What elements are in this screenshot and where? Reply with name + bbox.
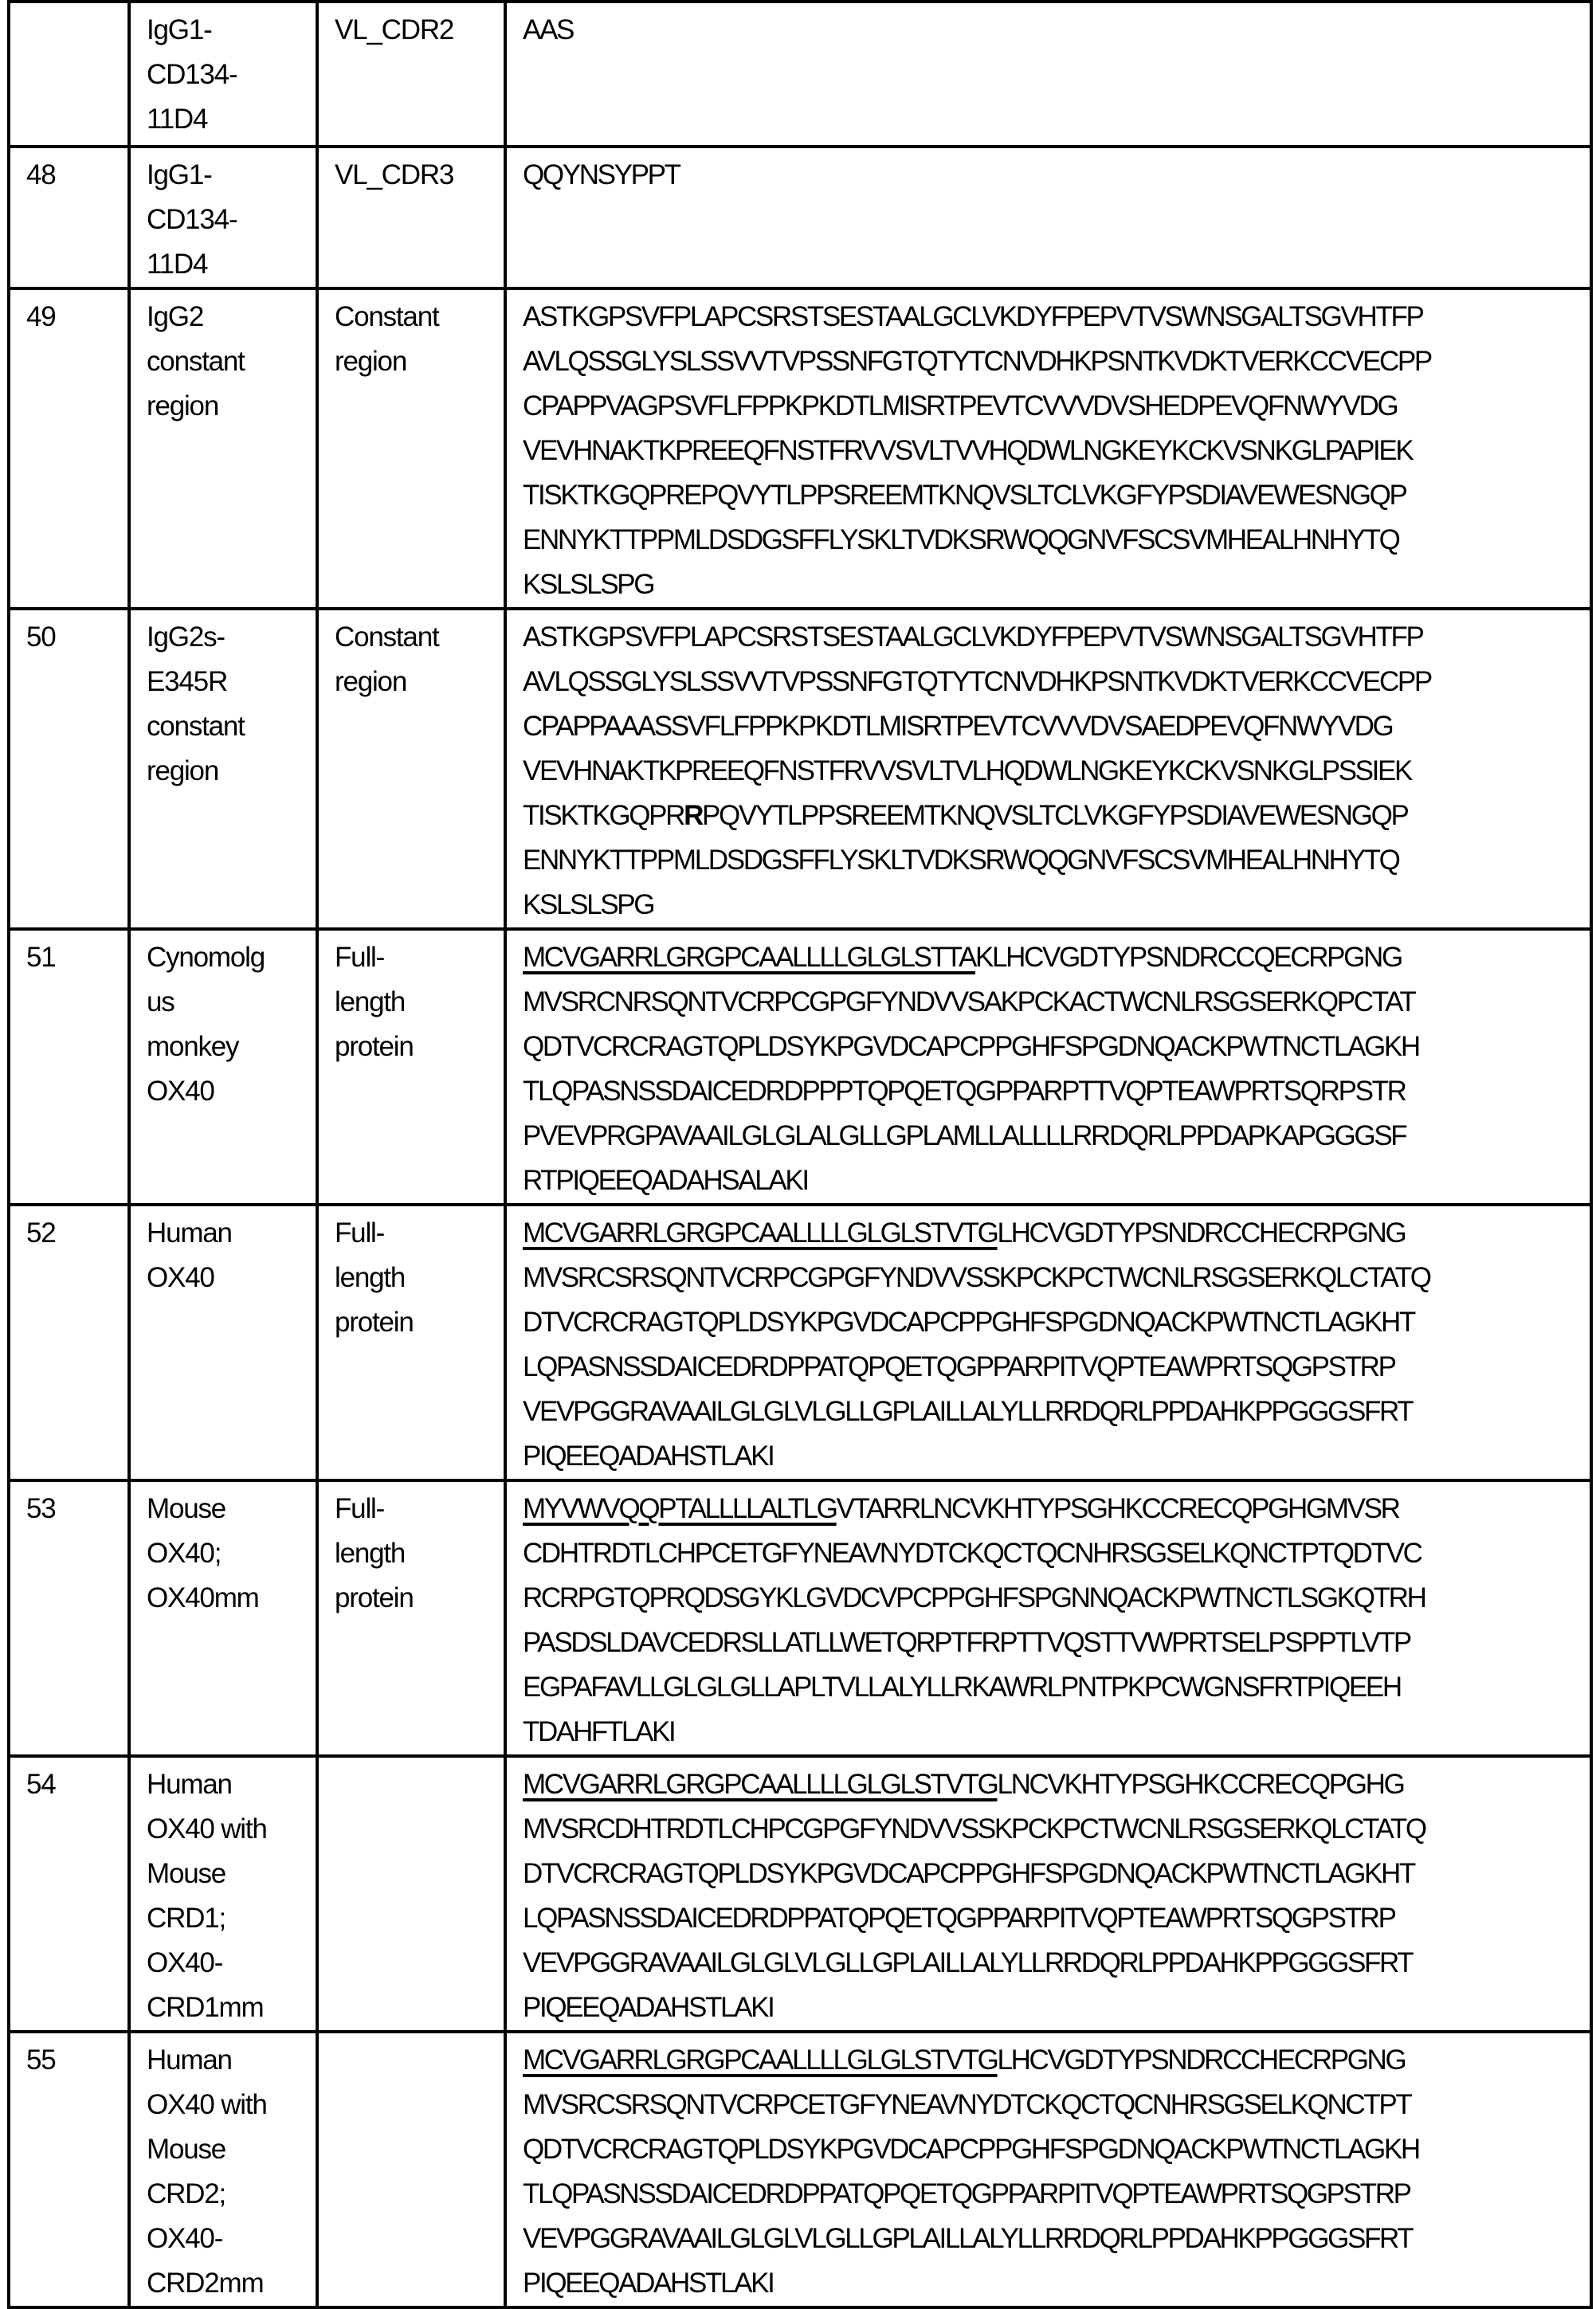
sequence-line (523, 2127, 1590, 2172)
description-line: CRD2; (147, 2172, 316, 2217)
sequence-segment: TLQPASNSSDAICEDRDPPATQPQETQGPPARPITVQPTEAWPRTSQGPSTRP (523, 2178, 1410, 2209)
sequence-segment: KLHCVGDTYPSNDRCCQECRPGNG (975, 942, 1402, 973)
sequence-segment: PQVYTLPPSREEMTKNQVSLTCLVKGFYPSDIAVEWESNGQP (702, 800, 1407, 831)
region-type-line: Full- (335, 1211, 504, 1256)
seq-id-cell (9, 2, 129, 147)
region-type-line: Constant (335, 615, 504, 660)
sequence-cell (505, 147, 1591, 288)
description-line: OX40 with (147, 2083, 316, 2127)
seq-id: 54 (26, 1762, 127, 1807)
sequence-table (7, 0, 1593, 2309)
sequence-segment: QQYNSYPPT (523, 159, 680, 190)
sequence-segment: VEVHNAKTKPREEQFNSTFRVVSVLTVLHQDWLNGKEYKCKVSNKGLPSSIEK (523, 755, 1411, 786)
description-line: OX40- (147, 2217, 316, 2261)
sequence-line (523, 1390, 1590, 1434)
region-type-line: Full- (335, 935, 504, 980)
sequence-segment: MVSRCSRSQNTVCRPCETGFYNEAVNYDTCKQCTQCNHRSGSELKQNCTPT (523, 2089, 1410, 2120)
description-line: IgG1- (147, 153, 316, 198)
description-line: CD134- (147, 198, 316, 242)
sequence-line (523, 153, 1590, 198)
region-type-cell (317, 147, 505, 288)
sequence-segment: VTARRLNCVKHTYPSGHKCCRECQPGHGMVSR (837, 1493, 1399, 1524)
sequence-segment: VEVPGGRAVAAILGLGLVLGLLGPLAILLALYLLRRDQRLPPDAHKPPGGGSFRT (523, 2223, 1412, 2254)
sequence-segment: AVLQSSGLYSLSSVVTVPSSNFGTQTYTCNVDHKPSNTKVDKTVERKCCVECPP (523, 346, 1431, 377)
seq-id-cell (9, 147, 129, 288)
description-line: CRD2mm (147, 2261, 316, 2306)
sequence-cell (505, 2032, 1591, 2307)
sequence-segment: VEVPGGRAVAAILGLGLVLGLLGPLAILLALYLLRRDQRLPPDAHKPPGGGSFRT (523, 1396, 1412, 1427)
description-line: Mouse (147, 1487, 316, 1531)
sequence-cell (505, 1756, 1591, 2032)
sequence-line (523, 1025, 1590, 1069)
description-line: Mouse (147, 1852, 316, 1896)
description-cell (129, 288, 317, 609)
sequence-segment: VEVHNAKTKPREEQFNSTFRVVSVLTVVHQDWLNGKEYKCKVSNKGLPAPIEK (523, 435, 1412, 466)
sequence-line (523, 1345, 1590, 1390)
signal-peptide-underlined: MYVWVQQPTALLLLALTLG (523, 1493, 837, 1524)
description-line: OX40; (147, 1531, 316, 1576)
signal-peptide-underlined: MCVGARRLGRGPCAALLLLGLGLSTVTG (523, 2044, 998, 2076)
seq-id: 52 (26, 1211, 127, 1256)
sequence-segment: ASTKGPSVFPLAPCSRSTSESTAALGCLVKDYFPEPVTVSWNSGALTSGVHTFP (523, 301, 1423, 332)
sequence-line (523, 794, 1590, 838)
description-line: OX40 with (147, 1807, 316, 1852)
sequence-line (523, 563, 1590, 607)
sequence-line (523, 1986, 1590, 2030)
mutation-bold: R (684, 800, 702, 831)
region-type-line: VL_CDR2 (335, 8, 504, 53)
seq-id: 51 (26, 935, 127, 980)
table-row (9, 2032, 1591, 2307)
description-cell (129, 1205, 317, 1480)
description-line: 11D4 (147, 242, 316, 287)
sequence-segment: PIQEEQADAHSTLAKI (523, 1441, 773, 1472)
sequence-segment: DTVCRCRAGTQPLDSYKPGVDCAPCPPGHFSPGDNQACKPWTNCTLAGKHT (523, 1307, 1414, 1338)
sequence-segment: TISKTKGQPREPQVYTLPPSREEMTKNQVSLTCLVKGFYPSDIAVEWESNGQP (523, 480, 1406, 511)
sequence-line (523, 660, 1590, 704)
sequence-line (523, 935, 1590, 980)
sequence-line (523, 8, 1590, 53)
region-type-line: VL_CDR3 (335, 153, 504, 198)
seq-id: 55 (26, 2038, 127, 2083)
description-cell (129, 609, 317, 929)
description-line: constant (147, 704, 316, 749)
region-type-cell (317, 1205, 505, 1480)
sequence-segment: CPAPPVAGPSVFLFPPKPKDTLMISRTPEVTCVVVDVSHEDPEVQFNWYVDG (523, 390, 1397, 421)
sequence-segment: DTVCRCRAGTQPLDSYKPGVDCAPCPPGHFSPGDNQACKPWTNCTLAGKHT (523, 1858, 1414, 1889)
sequence-segment: ASTKGPSVFPLAPCSRSTSESTAALGCLVKDYFPEPVTVSWNSGALTSGVHTFP (523, 621, 1423, 653)
description-cell (129, 147, 317, 288)
sequence-line (523, 2261, 1590, 2306)
description-line: Cynomolg (147, 935, 316, 980)
description-line: constant (147, 339, 316, 384)
table-row (9, 288, 1591, 609)
sequence-cell (505, 2, 1591, 147)
seq-id-cell (9, 288, 129, 609)
description-line: OX40 (147, 1256, 316, 1300)
sequence-line (523, 1941, 1590, 1986)
table-row (9, 1480, 1591, 1756)
sequence-cell (505, 288, 1591, 609)
region-type-cell (317, 2, 505, 147)
table-row (9, 2, 1591, 147)
sequence-segment: LHCVGDTYPSNDRCCHECRPGNG (998, 1217, 1406, 1249)
description-cell (129, 2032, 317, 2307)
table-row (9, 147, 1591, 288)
description-cell (129, 1756, 317, 2032)
seq-id: 48 (26, 153, 127, 198)
sequence-line (523, 1114, 1590, 1158)
sequence-cell (505, 609, 1591, 929)
sequence-line (523, 1487, 1590, 1531)
region-type-cell (317, 288, 505, 609)
sequence-segment: LHCVGDTYPSNDRCCHECRPGNG (998, 2044, 1406, 2076)
signal-peptide-underlined: MCVGARRLGRGPCAALLLLGLGLSTVTG (523, 1769, 998, 1800)
description-line: region (147, 749, 316, 794)
sequence-line (523, 1531, 1590, 1576)
sequence-segment: TLQPASNSSDAICEDRDPPPTQPQETQGPPARPTTVQPTEAWPRTSQRPSTR (523, 1076, 1406, 1107)
sequence-line (523, 473, 1590, 518)
description-line: IgG1- (147, 8, 316, 53)
sequence-cell (505, 929, 1591, 1205)
sequence-line (523, 2172, 1590, 2217)
description-line: CRD1; (147, 1896, 316, 1941)
sequence-line (523, 1762, 1590, 1807)
sequence-line (523, 1576, 1590, 1621)
region-type-line: region (335, 339, 504, 384)
sequence-segment: TISKTKGQPR (523, 800, 684, 831)
sequence-segment: AAS (523, 14, 573, 45)
description-line: Human (147, 1762, 316, 1807)
sequence-line (523, 518, 1590, 563)
sequence-line (523, 980, 1590, 1025)
sequence-line (523, 615, 1590, 660)
description-line: Human (147, 2038, 316, 2083)
region-type-line: protein (335, 1576, 504, 1621)
sequence-line (523, 1852, 1590, 1896)
sequence-line (523, 295, 1590, 339)
region-type-cell (317, 2032, 505, 2307)
sequence-line (523, 838, 1590, 883)
seq-id: 53 (26, 1487, 127, 1531)
sequence-segment: LQPASNSSDAICEDRDPPATQPQETQGPPARPITVQPTEAWPRTSQGPSTRP (523, 1351, 1395, 1382)
table-row (9, 609, 1591, 929)
seq-id-cell (9, 1205, 129, 1480)
sequence-segment: ENNYKTTPPMLDSDGSFFLYSKLTVDKSRWQQGNVFSCSVMHEALHNHYTQ (523, 845, 1399, 876)
description-line: E345R (147, 660, 316, 704)
sequence-segment: MVSRCSRSQNTVCRPCGPGFYNDVVSSKPCKPCTWCNLRSGSERKQLCTATQ (523, 1262, 1430, 1293)
sequence-cell (505, 1480, 1591, 1756)
sequence-line (523, 339, 1590, 384)
description-cell (129, 1480, 317, 1756)
sequence-segment: TDAHFTLAKI (523, 1716, 674, 1747)
description-line: OX40- (147, 1941, 316, 1986)
table-row (9, 1756, 1591, 2032)
region-type-cell (317, 1480, 505, 1756)
sequence-line (523, 1621, 1590, 1665)
sequence-line (523, 1665, 1590, 1710)
description-line: CD134- (147, 53, 316, 97)
table-row (9, 929, 1591, 1205)
region-type-line: protein (335, 1025, 504, 1069)
sequence-line (523, 384, 1590, 429)
seq-id: 49 (26, 295, 127, 339)
sequence-line (523, 2217, 1590, 2261)
sequence-line (523, 1896, 1590, 1941)
sequence-table-body (9, 2, 1591, 2307)
sequence-line (523, 1300, 1590, 1345)
sequence-cell (505, 1205, 1591, 1480)
sequence-line (523, 1211, 1590, 1256)
sequence-line (523, 1807, 1590, 1852)
seq-id: 50 (26, 615, 127, 660)
sequence-segment: QDTVCRCRAGTQPLDSYKPGVDCAPCPPGHFSPGDNQACKPWTNCTLAGKH (523, 2134, 1419, 2165)
sequence-line (523, 429, 1590, 473)
signal-peptide-underlined: MCVGARRLGRGPCAALLLLGLGLSTTA (523, 942, 975, 973)
region-type-line: region (335, 660, 504, 704)
description-cell (129, 929, 317, 1205)
description-line: OX40 (147, 1069, 316, 1114)
sequence-segment: PIQEEQADAHSTLAKI (523, 1992, 773, 2023)
seq-id-cell (9, 1756, 129, 2032)
sequence-line (523, 749, 1590, 794)
region-type-cell (317, 609, 505, 929)
region-type-cell (317, 929, 505, 1205)
seq-id-cell (9, 929, 129, 1205)
sequence-line (523, 2083, 1590, 2127)
description-line: monkey (147, 1025, 316, 1069)
region-type-line: length (335, 980, 504, 1025)
seq-id-cell (9, 1480, 129, 1756)
description-line: Mouse (147, 2127, 316, 2172)
seq-id-cell (9, 609, 129, 929)
description-line: IgG2s- (147, 615, 316, 660)
region-type-line: protein (335, 1300, 504, 1345)
sequence-segment: RCRPGTQPRQDSGYKLGVDCVPCPPGHFSPGNNQACKPWTNCTLSGKQTRH (523, 1582, 1425, 1613)
sequence-segment: LQPASNSSDAICEDRDPPATQPQETQGPPARPITVQPTEAWPRTSQGPSTRP (523, 1903, 1395, 1934)
description-line: OX40mm (147, 1576, 316, 1621)
sequence-segment: CPAPPAAASSVFLFPPKPKDTLMISRTPEVTCVVVDVSAEDPEVQFNWYVDG (523, 711, 1392, 742)
sequence-segment: MVSRCNRSQNTVCRPCGPGFYNDVVSAKPCKACTWCNLRSGSERKQPCTAT (523, 986, 1415, 1017)
region-type-line: length (335, 1256, 504, 1300)
signal-peptide-underlined: MCVGARRLGRGPCAALLLLGLGLSTVTG (523, 1217, 998, 1249)
sequence-line (523, 1069, 1590, 1114)
sequence-segment: PASDSLDAVCEDRSLLATLLWETQRPTFRPTTVQSTTVWPRTSELPSPPTLVTP (523, 1627, 1410, 1658)
sequence-segment: QDTVCRCRAGTQPLDSYKPGVDCAPCPPGHFSPGDNQACKPWTNCTLAGKH (523, 1031, 1419, 1062)
description-line: Human (147, 1211, 316, 1256)
region-type-line: Constant (335, 295, 504, 339)
sequence-line (523, 2038, 1590, 2083)
sequence-line (523, 883, 1590, 927)
sequence-line (523, 1710, 1590, 1754)
description-cell (129, 2, 317, 147)
sequence-line (523, 1158, 1590, 1203)
sequence-segment: ENNYKTTPPMLDSDGSFFLYSKLTVDKSRWQQGNVFSCSVMHEALHNHYTQ (523, 524, 1399, 555)
sequence-segment: MVSRCDHTRDTLCHPCGPGFYNDVVSSKPCKPCTWCNLRSGSERKQLCTATQ (523, 1813, 1425, 1844)
description-line: us (147, 980, 316, 1025)
sequence-segment: CDHTRDTLCHPCETGFYNEAVNYDTCKQCTQCNHRSGSELKQNCTPTQDTVC (523, 1538, 1421, 1569)
sequence-segment: RTPIQEEQADAHSALAKI (523, 1165, 808, 1196)
sequence-segment: EGPAFAVLLGLGLGLLAPLTVLLALYLLRKAWRLPNTPKPCWGNSFRTPIQEEH (523, 1672, 1401, 1703)
region-type-cell (317, 1756, 505, 2032)
sequence-segment: AVLQSSGLYSLSSVVTVPSSNFGTQTYTCNVDHKPSNTKVDKTVERKCCVECPP (523, 666, 1431, 697)
region-type-line: length (335, 1531, 504, 1576)
table-row (9, 1205, 1591, 1480)
sequence-segment: VEVPGGRAVAAILGLGLVLGLLGPLAILLALYLLRRDQRLPPDAHKPPGGGSFRT (523, 1947, 1412, 1978)
description-line: CRD1mm (147, 1986, 316, 2030)
sequence-segment: KSLSLSPG (523, 569, 653, 600)
region-type-line: Full- (335, 1487, 504, 1531)
description-line: IgG2 (147, 295, 316, 339)
sequence-segment: LNCVKHTYPSGHKCCRECQPGHG (998, 1769, 1404, 1800)
sequence-segment: KSLSLSPG (523, 889, 653, 920)
sequence-segment: PVEVPRGPAVAAILGLGLALGLLGPLAMLLALLLLRRDQRLPPDAPKAPGGGSF (523, 1120, 1406, 1151)
sequence-line (523, 1434, 1590, 1479)
sequence-segment: PIQEEQADAHSTLAKI (523, 2268, 773, 2299)
sequence-line (523, 704, 1590, 749)
sequence-line (523, 1256, 1590, 1300)
description-line: region (147, 384, 316, 429)
seq-id-cell (9, 2032, 129, 2307)
description-line: 11D4 (147, 97, 316, 142)
